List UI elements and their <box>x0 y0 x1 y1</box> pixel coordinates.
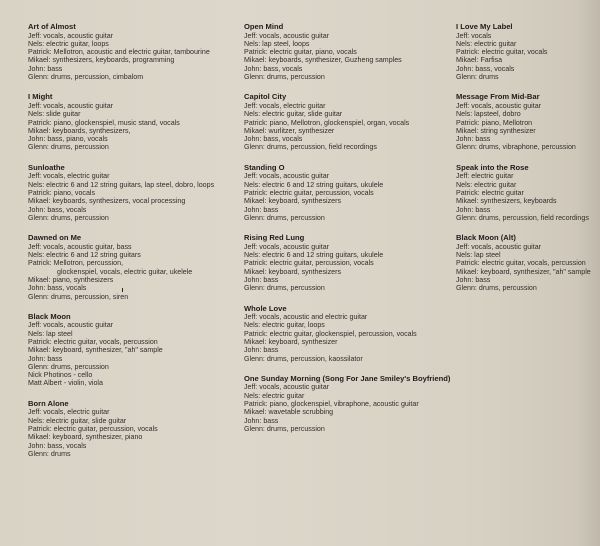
credit-line: Patrick: electric guitar, percussion, vocals <box>28 424 158 433</box>
credit-line: John: bass <box>244 205 279 214</box>
credit-line: Nels: electric guitar, slide guitar <box>244 110 343 119</box>
credit-line: Mikael: keyboards, synthesizer, Guzheng samples <box>244 56 402 65</box>
track-credits <box>244 163 454 222</box>
credit-line: Nels: electric 6 and 12 string guitars, ukulele <box>244 251 384 260</box>
track-credits <box>28 233 233 301</box>
credit-line: glockenspiel, vocals, electric guitar, ukelele <box>57 267 193 276</box>
print-speck <box>122 288 123 292</box>
credit-line: Glenn: drums, percussion, field recordings <box>244 143 377 152</box>
credit-line: Glenn: drums, percussion, cimbalom <box>28 73 144 82</box>
credit-line: Mikael: keyboard, synthesizer, "ah" sample <box>28 346 163 355</box>
credit-line: Mikael: Farfisa <box>456 56 503 65</box>
credit-line: Mikael: keyboard, synthesizer, "ah" sample <box>456 267 591 276</box>
credit-line: Glenn: drums, percussion <box>456 284 537 293</box>
credit-line: Nels: lap steel <box>28 329 73 338</box>
credit-line: Glenn: drums, percussion <box>28 143 109 152</box>
credit-line: John: bass <box>244 346 279 355</box>
track-credits <box>28 92 233 151</box>
credit-line: Patrick: electric guitar, piano, vocals <box>244 48 357 57</box>
credit-line: Nels: lap steel <box>456 251 501 260</box>
track-credits <box>456 233 600 292</box>
track-title: Art of Almost <box>28 22 76 31</box>
credits-column-3 <box>456 22 600 304</box>
credit-line: Nels: slide guitar <box>28 110 81 119</box>
credit-line: Patrick: piano, glockenspiel, vibraphone, acoustic guitar <box>244 400 419 409</box>
credit-line: John: bass <box>28 354 63 363</box>
credit-line: Nels: lapsteel, dobro <box>456 110 521 119</box>
credit-line: Patrick: electric guitar, percussion, vocals <box>244 188 374 197</box>
credit-line: Nels: electric guitar, loops <box>244 321 325 330</box>
track-title: One Sunday Morning (Song For Jane Smiley's Boyfriend) <box>244 373 451 383</box>
credit-line: Patrick: piano, Mellotron, glockenspiel, organ, vocals <box>244 118 410 127</box>
track-credits <box>456 92 600 151</box>
credit-line: John: bass, vocals <box>456 64 515 73</box>
credit-line: Patrick: Mellotron, acoustic and electric guitar, tambourine <box>28 48 210 57</box>
credit-line: Glenn: drums, percussion <box>28 213 109 222</box>
credit-line: Mikael: keyboards, synthesizers, vocal processing <box>28 197 186 206</box>
track-title: Black Moon (Alt) <box>456 233 516 243</box>
credit-line: Jeff: vocals, acoustic guitar <box>244 31 330 40</box>
track-credits <box>244 374 454 433</box>
credit-line: John: bass <box>456 135 491 144</box>
credit-line: Nels: lap steel, loops <box>244 39 310 48</box>
credit-line: Mikael: piano, synthesizers <box>28 275 114 284</box>
credit-line: Patrick: Mellotron, percussion, <box>28 259 124 268</box>
credit-line: Jeff: vocals, electric guitar <box>28 172 110 181</box>
credit-line: Patrick: electric guitar <box>456 188 524 197</box>
track-credits <box>244 22 454 81</box>
credit-line: Nels: electric 6 and 12 string guitars <box>28 251 141 260</box>
credit-line: Mikael: wurlitzer, synthesizer <box>244 126 335 135</box>
credit-line: Mikael: keyboards, synthesizers, <box>28 126 131 135</box>
credit-line: Jeff: vocals, acoustic guitar <box>244 383 330 392</box>
credit-line: Jeff: vocals, acoustic and electric guitar <box>244 313 368 322</box>
credit-line: Jeff: vocals, acoustic guitar <box>244 242 330 251</box>
credit-line: John: bass <box>456 275 491 284</box>
track-title: Rising Red Lung <box>244 233 305 243</box>
credit-line: Jeff: vocals, electric guitar <box>28 408 110 417</box>
track-title: Sunloathe <box>28 162 65 172</box>
credit-line: John: bass <box>28 64 63 73</box>
credit-line: Patrick: piano, Mellotron <box>456 118 533 127</box>
credit-line: Glenn: drums, percussion <box>244 73 325 82</box>
credit-line: Mikael: keyboard, synthesizers <box>244 197 341 206</box>
track-credits <box>456 163 600 222</box>
credit-line: Glenn: drums, percussion <box>28 362 109 371</box>
track-title: I Love My Label <box>456 22 513 31</box>
credit-line: John: bass <box>244 416 279 425</box>
credits-column-1 <box>28 22 233 469</box>
credit-line: Patrick: piano, glockenspiel, music stand, vocals <box>28 118 180 127</box>
credit-line: Nels: electric guitar, loops <box>28 39 109 48</box>
credit-line: Jeff: vocals, acoustic guitar, bass <box>28 242 132 251</box>
credit-line: Mikael: keyboard, synthesizer, piano <box>28 433 143 442</box>
credit-line: Nels: electric guitar <box>244 391 305 400</box>
credit-line: Jeff: vocals, acoustic guitar <box>28 101 114 110</box>
credit-line: Jeff: electric guitar <box>456 172 514 181</box>
credit-line: Glenn: drums, percussion <box>244 424 325 433</box>
credit-line: Glenn: drums <box>28 449 71 458</box>
track-title: Open Mind <box>244 22 284 31</box>
track-credits <box>244 92 454 151</box>
credit-line: Mikael: wavetable scrubbing <box>244 408 334 417</box>
credit-line: Glenn: drums <box>456 73 499 82</box>
credit-line: Glenn: drums, percussion <box>244 213 325 222</box>
credit-line: John: bass <box>244 275 279 284</box>
track-title: Standing O <box>244 162 285 172</box>
credit-line: Patrick: piano, vocals <box>28 188 96 197</box>
credit-line: Mikael: synthesizers, keyboards, programming <box>28 56 175 65</box>
track-credits <box>28 163 233 222</box>
credit-line: Patrick: electric guitar, percussion, vocals <box>244 259 374 268</box>
credit-line: Nick Photinos - cello <box>28 371 93 380</box>
track-title: Born Alone <box>28 398 69 408</box>
credit-line: Jeff: vocals, acoustic guitar <box>456 101 542 110</box>
credit-line: Nels: electric 6 and 12 string guitars, lap steel, dobro, loops <box>28 180 215 189</box>
credit-line: John: bass, vocals <box>244 64 303 73</box>
credit-line: Mikael: keyboard, synthesizer <box>244 337 338 346</box>
track-credits <box>244 233 454 292</box>
credit-line: Mikael: string synthesizer <box>456 126 536 135</box>
credit-line: Glenn: drums, percussion <box>244 284 325 293</box>
credit-line: Glenn: drums, percussion, kaossilator <box>244 354 363 363</box>
track-title: Speak into the Rose <box>456 162 529 172</box>
credit-line: Jeff: vocals, acoustic guitar <box>28 31 114 40</box>
track-credits <box>28 312 233 388</box>
credit-line: Patrick: electric guitar, vocals <box>456 48 548 57</box>
track-credits <box>456 22 600 81</box>
track-credits <box>244 304 454 363</box>
track-title: Black Moon <box>28 311 71 321</box>
credit-line: Nels: electric guitar, slide guitar <box>28 416 127 425</box>
credit-line: Nels: electric guitar <box>456 39 517 48</box>
credits-column-2 <box>244 22 454 444</box>
credit-line: Nels: electric guitar <box>456 180 517 189</box>
track-title: Message From Mid-Bar <box>456 92 540 102</box>
credit-line: Jeff: vocals, acoustic guitar <box>244 172 330 181</box>
credit-line: Glenn: drums, percussion, field recordings <box>456 213 589 222</box>
credit-line: John: bass, vocals <box>28 284 87 293</box>
credit-line: Patrick: electric guitar, vocals, percussion <box>28 337 158 346</box>
credit-line: John: bass, vocals <box>28 205 87 214</box>
credit-line: Jeff: vocals, electric guitar <box>244 101 326 110</box>
credit-line: Jeff: vocals, acoustic guitar <box>28 321 114 330</box>
track-title: Capitol City <box>244 92 287 102</box>
credit-line: Glenn: drums, percussion, siren <box>28 292 129 301</box>
credit-line: Nels: electric 6 and 12 string guitars, ukulele <box>244 180 384 189</box>
track-credits <box>28 22 233 81</box>
credit-line: Glenn: drums, vibraphone, percussion <box>456 143 576 152</box>
credit-line: Mikael: keyboard, synthesizers <box>244 267 341 276</box>
credit-line: Patrick: electric guitar, glockenspiel, percussion, vocals <box>244 329 417 338</box>
credit-line: John: bass, piano, vocals <box>28 135 108 144</box>
credit-line: Matt Albert - violin, viola <box>28 379 103 388</box>
credit-line: John: bass, vocals <box>244 135 303 144</box>
credit-line: Jeff: vocals <box>456 31 492 40</box>
credit-line: Jeff: vocals, acoustic guitar <box>456 242 542 251</box>
track-title: I Might <box>28 92 53 102</box>
track-credits <box>28 399 233 458</box>
track-title: Whole Love <box>244 303 287 313</box>
credit-line: John: bass, vocals <box>28 441 87 450</box>
credit-line: Mikael: synthesizers, keyboards <box>456 197 557 206</box>
track-title: Dawned on Me <box>28 233 82 243</box>
credit-line: John: bass <box>456 205 491 214</box>
credit-line: Patrick: electric guitar, vocals, percussion <box>456 259 586 268</box>
